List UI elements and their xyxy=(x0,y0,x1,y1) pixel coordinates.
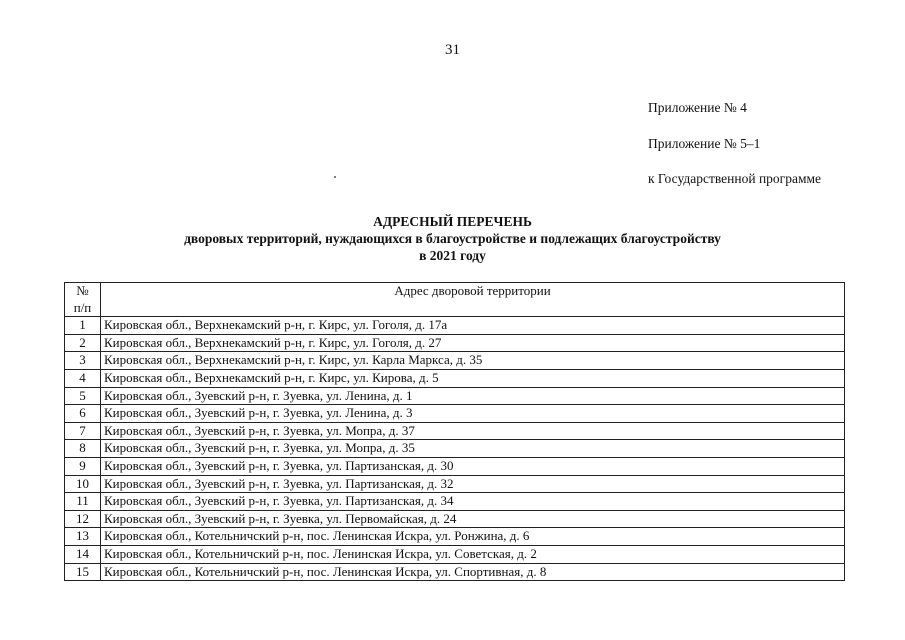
row-number: 10 xyxy=(65,475,101,493)
row-number: 2 xyxy=(65,334,101,352)
row-address: Кировская обл., Верхнекамский р-н, г. Кирс, ул. Гоголя, д. 27 xyxy=(101,334,845,352)
row-address: Кировская обл., Верхнекамский р-н, г. Кирс, ул. Кирова, д. 5 xyxy=(101,369,845,387)
row-number: 8 xyxy=(65,440,101,458)
row-address: Кировская обл., Верхнекамский р-н, г. Кирс, ул. Гоголя, д. 17а xyxy=(101,317,845,335)
title-line-3: в 2021 году xyxy=(419,248,486,263)
row-address: Кировская обл., Котельничский р-н, пос. Ленинская Искра, ул. Советская, д. 2 xyxy=(101,545,845,563)
title-line-1: АДРЕСНЫЙ ПЕРЕЧЕНЬ xyxy=(373,214,532,229)
appendix-line-1: Приложение № 4 xyxy=(648,100,747,115)
document-title xyxy=(0,213,905,264)
table-row xyxy=(65,475,845,493)
header-number-symbol: № xyxy=(76,283,89,298)
page-number: 31 xyxy=(445,42,460,58)
row-number: 11 xyxy=(65,493,101,511)
table-row xyxy=(65,457,845,475)
row-number: 3 xyxy=(65,352,101,370)
row-number: 12 xyxy=(65,510,101,528)
address-table xyxy=(64,282,845,581)
table-row xyxy=(65,422,845,440)
table-row xyxy=(65,510,845,528)
header-address: Адрес дворовой территории xyxy=(101,283,845,317)
table-row xyxy=(65,334,845,352)
table-body xyxy=(65,317,845,581)
title-line-2: дворовых территорий, нуждающихся в благоустройстве и подлежащих благоустройству xyxy=(184,231,721,246)
table-row xyxy=(65,387,845,405)
row-number: 5 xyxy=(65,387,101,405)
table-row xyxy=(65,528,845,546)
row-number: 1 xyxy=(65,317,101,335)
row-address: Кировская обл., Зуевский р-н, г. Зуевка, ул. Мопра, д. 37 xyxy=(101,422,845,440)
row-address: Кировская обл., Верхнекамский р-н, г. Кирс, ул. Карла Маркса, д. 35 xyxy=(101,352,845,370)
table-row xyxy=(65,563,845,581)
row-address: Кировская обл., Зуевский р-н, г. Зуевка, ул. Партизанская, д. 30 xyxy=(101,457,845,475)
table-header-row xyxy=(65,283,845,317)
table-row xyxy=(65,493,845,511)
table-row xyxy=(65,352,845,370)
row-number: 6 xyxy=(65,405,101,423)
table-row xyxy=(65,545,845,563)
row-number: 4 xyxy=(65,369,101,387)
header-number xyxy=(65,283,101,317)
table-row xyxy=(65,405,845,423)
table-row xyxy=(65,317,845,335)
row-address: Кировская обл., Зуевский р-н, г. Зуевка, ул. Первомайская, д. 24 xyxy=(101,510,845,528)
header-number-abbr: п/п xyxy=(73,299,92,315)
row-number: 9 xyxy=(65,457,101,475)
row-address: Кировская обл., Зуевский р-н, г. Зуевка, ул. Ленина, д. 3 xyxy=(101,405,845,423)
row-number: 15 xyxy=(65,563,101,581)
table-row xyxy=(65,440,845,458)
row-address: Кировская обл., Зуевский р-н, г. Зуевка, ул. Ленина, д. 1 xyxy=(101,387,845,405)
appendix-line-3: к Государственной программе xyxy=(648,171,822,186)
scan-speck xyxy=(334,176,336,178)
row-address: Кировская обл., Зуевский р-н, г. Зуевка, ул. Мопра, д. 35 xyxy=(101,440,845,458)
row-address: Кировская обл., Зуевский р-н, г. Зуевка, ул. Партизанская, д. 32 xyxy=(101,475,845,493)
row-number: 13 xyxy=(65,528,101,546)
row-number: 14 xyxy=(65,545,101,563)
row-address: Кировская обл., Котельничский р-н, пос. Ленинская Искра, ул. Спортивная, д. 8 xyxy=(101,563,845,581)
table-row xyxy=(65,369,845,387)
row-number: 7 xyxy=(65,422,101,440)
row-address: Кировская обл., Котельничский р-н, пос. Ленинская Искра, ул. Ронжина, д. 6 xyxy=(101,528,845,546)
appendix-line-2: Приложение № 5–1 xyxy=(648,136,761,151)
row-address: Кировская обл., Зуевский р-н, г. Зуевка, ул. Партизанская, д. 34 xyxy=(101,493,845,511)
